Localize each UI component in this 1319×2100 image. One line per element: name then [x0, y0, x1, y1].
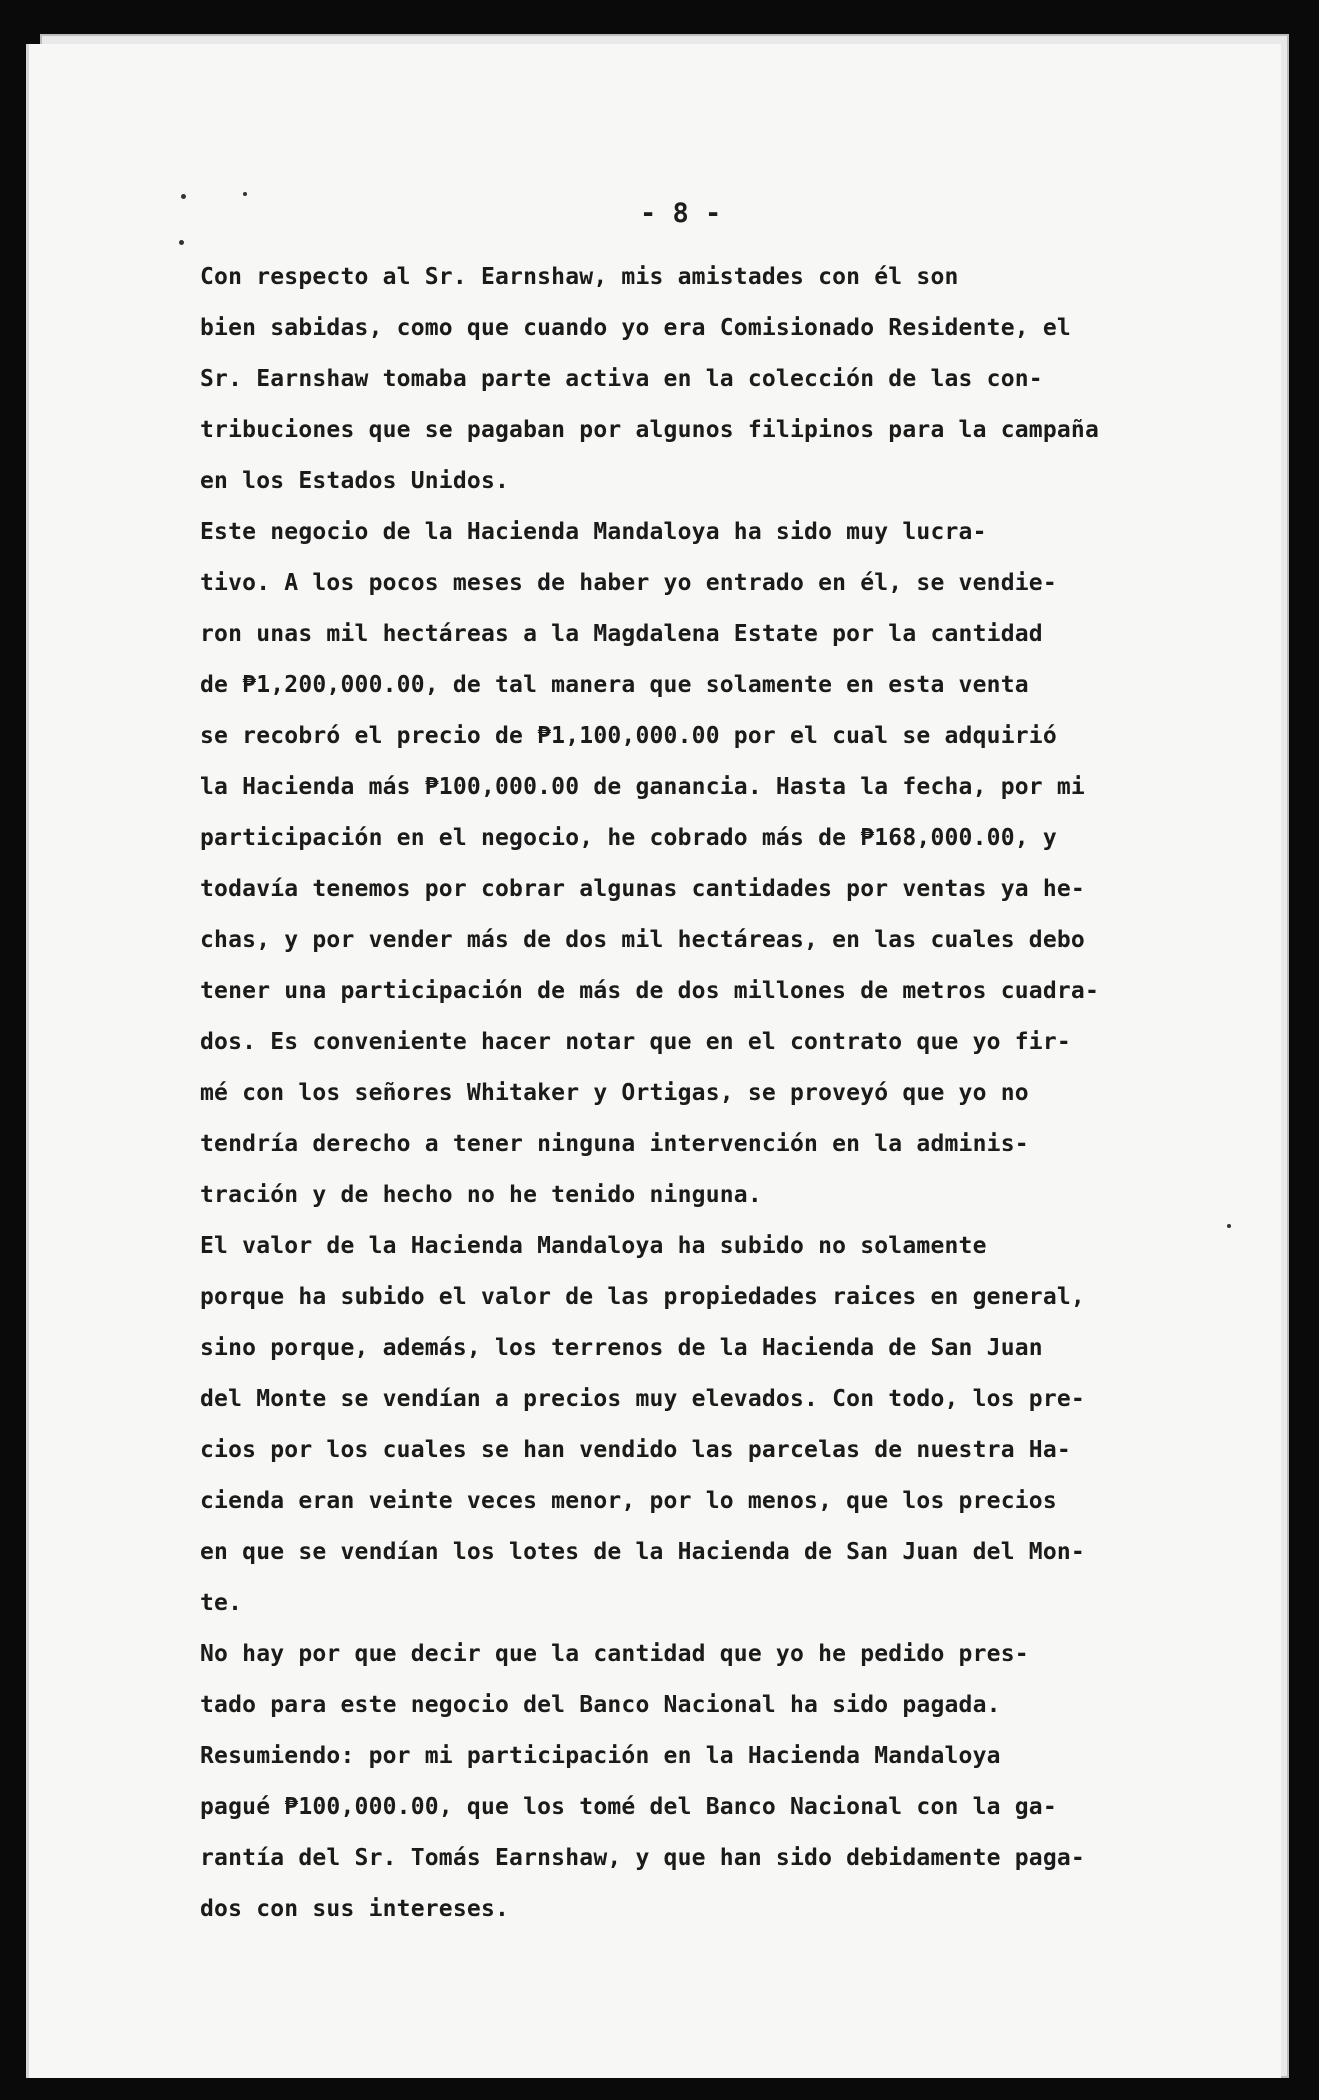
- text-line: en que se vendían los lotes de la Hacienda de San Juan del Mon-: [200, 1539, 1085, 1565]
- text-line: El valor de la Hacienda Mandaloya ha subido no solamente: [200, 1233, 987, 1259]
- text-line: en los Estados Unidos.: [200, 468, 510, 494]
- text-line: Con respecto al Sr. Earnshaw, mis amistades con él son: [200, 264, 959, 290]
- paragraph: [200, 252, 1210, 507]
- paragraph: [200, 1731, 1210, 1935]
- ink-speck: [243, 192, 247, 196]
- text-line: tado para este negocio del Banco Nacional ha sido pagada.: [200, 1692, 1001, 1718]
- text-line: te.: [200, 1590, 243, 1616]
- ink-speck: [1227, 1224, 1231, 1228]
- text-line: se recobró el precio de ₱1,100,000.00 por el cual se adquirió: [200, 723, 1057, 749]
- text-line: participación en el negocio, he cobrado más de ₱168,000.00, y: [200, 825, 1057, 851]
- text-line: No hay por que decir que la cantidad que yo he pedido pres-: [200, 1641, 1029, 1667]
- text-line: rantía del Sr. Tomás Earnshaw, y que han sido debidamente paga-: [200, 1845, 1085, 1871]
- text-line: tración y de hecho no he tenido ninguna.: [200, 1182, 762, 1208]
- ink-speck: [179, 240, 184, 245]
- text-line: la Hacienda más ₱100,000.00 de ganancia. Hasta la fecha, por mi: [200, 774, 1085, 800]
- text-line: tener una participación de más de dos millones de metros cuadra-: [200, 978, 1100, 1004]
- page-number: - 8 -: [640, 198, 722, 229]
- text-line: Sr. Earnshaw tomaba parte activa en la colección de las con-: [200, 366, 1043, 392]
- text-line: dos. Es conveniente hacer notar que en el contrato que yo fir-: [200, 1029, 1071, 1055]
- text-line: cienda eran veinte veces menor, por lo menos, que los precios: [200, 1488, 1057, 1514]
- text-line: bien sabidas, como que cuando yo era Comisionado Residente, el: [200, 315, 1071, 341]
- paragraph: [200, 507, 1210, 1221]
- text-line: tribuciones que se pagaban por algunos filipinos para la campaña: [200, 417, 1100, 443]
- text-line: del Monte se vendían a precios muy elevados. Con todo, los pre-: [200, 1386, 1085, 1412]
- text-line: sino porque, además, los terrenos de la Hacienda de San Juan: [200, 1335, 1043, 1361]
- text-line: Este negocio de la Hacienda Mandaloya ha sido muy lucra-: [200, 519, 987, 545]
- text-line: Resumiendo: por mi participación en la Hacienda Mandaloya: [200, 1743, 1001, 1769]
- text-line: de ₱1,200,000.00, de tal manera que solamente en esta venta: [200, 672, 1029, 698]
- text-line: mé con los señores Whitaker y Ortigas, se proveyó que yo no: [200, 1080, 1029, 1106]
- text-line: cios por los cuales se han vendido las parcelas de nuestra Ha-: [200, 1437, 1071, 1463]
- text-line: todavía tenemos por cobrar algunas cantidades por ventas ya he-: [200, 876, 1085, 902]
- text-line: porque ha subido el valor de las propiedades raices en general,: [200, 1284, 1085, 1310]
- paragraph: [200, 1629, 1210, 1731]
- ink-speck: [181, 194, 186, 199]
- text-line: dos con sus intereses.: [200, 1896, 510, 1922]
- text-line: ron unas mil hectáreas a la Magdalena Estate por la cantidad: [200, 621, 1043, 647]
- text-line: tendría derecho a tener ninguna intervención en la adminis-: [200, 1131, 1029, 1157]
- text-line: chas, y por vender más de dos mil hectáreas, en las cuales debo: [200, 927, 1085, 953]
- paragraph: [200, 1221, 1210, 1629]
- text-line: pagué ₱100,000.00, que los tomé del Banco Nacional con la ga-: [200, 1794, 1057, 1820]
- letter-body: [200, 252, 1210, 1935]
- text-line: tivo. A los pocos meses de haber yo entrado en él, se vendie-: [200, 570, 1057, 596]
